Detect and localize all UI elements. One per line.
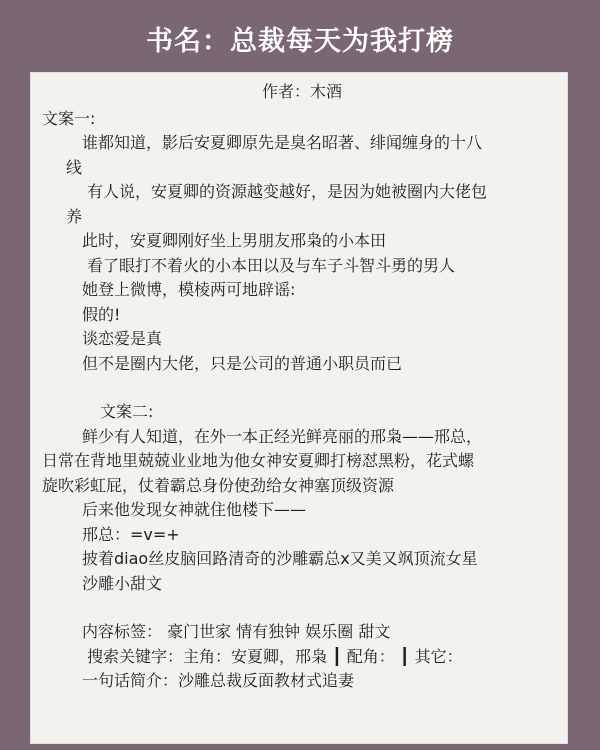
blurb1-line: 她登上微博，模棱两可地辟谣: — [82, 280, 296, 299]
blurb1-line: 线 — [66, 157, 83, 177]
blurb2-line: 沙雕小甜文 — [82, 573, 163, 593]
blurb1-line: 谈恋爱是真 — [82, 329, 163, 348]
blurb2-heading: 文案二: — [100, 402, 154, 421]
blurb1-line: 有人说，安夏卿的资源越变越好，是因为她被圈内大佬包 — [87, 182, 488, 201]
summary-line: 一句话简介：沙雕总裁反面教材式追妻 — [82, 671, 355, 690]
blurb1-line: 养 — [66, 206, 83, 226]
keywords-line: 搜索关键字：主角：安夏卿，邢枭 ┃ 配角： ┃ 其它： — [87, 646, 463, 666]
blurb1-line: 假的! — [82, 304, 121, 324]
blurb1-line: 但不是圈内大佬，只是公司的普通小职员而已 — [82, 353, 403, 373]
blurb2-line: 日常在背地里兢兢业业地为他女神安夏卿打榜怼黑粉，花式螺 — [42, 451, 475, 470]
paper-card — [30, 72, 568, 744]
tags-line: 内容标签： 豪门世家 情有独钟 娱乐圈 甜文 — [82, 622, 391, 641]
blurb2-line: 鲜少有人知道，在外一本正经光鲜亮丽的邢枭——邢总， — [82, 426, 483, 446]
blurb1-line: 谁都知道，影后安夏卿原先是臭名昭著、绯闻缠身的十八 — [82, 133, 483, 152]
author-line: 作者：木酒 — [261, 82, 342, 101]
blurb2-line: 后来他发现女神就住他楼下—— — [82, 500, 307, 519]
document-body — [42, 80, 562, 694]
blurb2-line: 邢总：=v=+ — [82, 524, 180, 544]
spacer — [42, 596, 562, 620]
spacer — [42, 376, 562, 400]
blurb1-line: 此时，安夏卿刚好坐上男朋友邢枭的小本田 — [82, 231, 387, 250]
book-title: 书名：总裁每天为我打榜 — [146, 25, 454, 57]
blurb2-line: 旋吹彩虹屁，仗着霸总身份使劲给女神塞顶级资源 — [42, 475, 395, 495]
title-bar — [0, 0, 600, 76]
blurb1-heading: 文案一: — [42, 108, 96, 128]
blurb1-line: 看了眼打不着火的小本田以及与车子斗智斗勇的男人 — [87, 255, 456, 275]
blurb2-line: 披着diao丝皮脑回路清奇的沙雕霸总x又美又飒顶流女星 — [82, 549, 478, 568]
